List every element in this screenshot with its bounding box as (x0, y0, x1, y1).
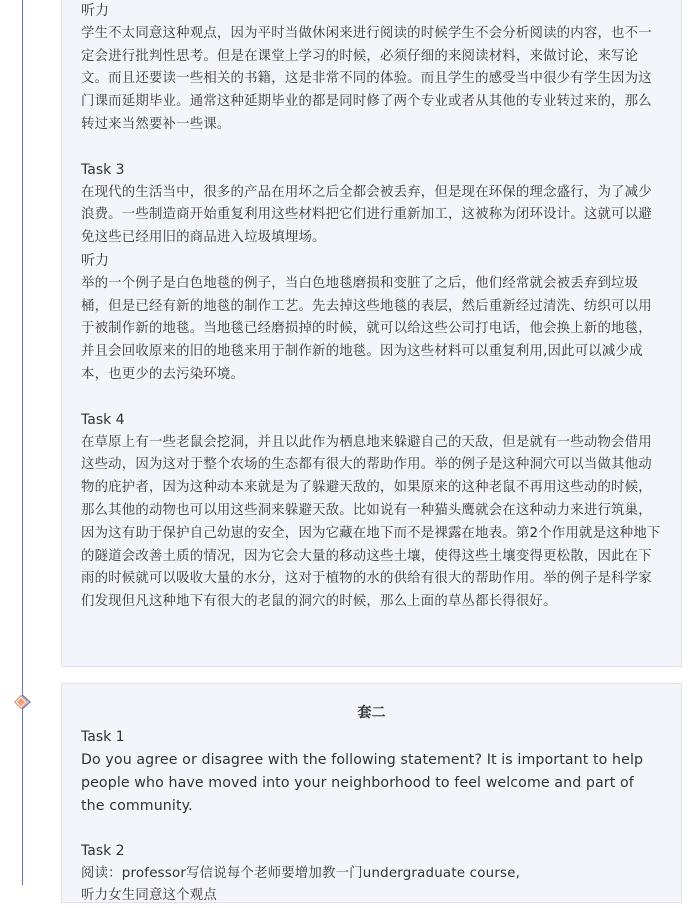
listen-label-1: 听力 (81, 3, 109, 19)
task3-reading-text: 在现代的生活当中，很多的产品在用坏之后全都会被丢弃，但是现在环保的理念盛行，为了减少浪费。一些制造商开始重复利用这些材料把它们进行重新加工，这被称为闭环设计。这就可以避免这些已经用旧的商品进入垃圾填埋场。 (81, 184, 652, 246)
task4-title: Task 4 (81, 411, 125, 428)
task2-listening-summary: 听力女生同意这个观点 (81, 888, 217, 904)
section-title: 套二 (357, 705, 386, 721)
task1-title: Task 1 (81, 729, 125, 745)
listen-label-3: 听力 (81, 252, 109, 269)
task2-reading-text: 阅读：professor写信说每个老师要增加教一门undergraduate course, (81, 865, 521, 881)
task2-listening-text: 学生不太同意这种观点，因为平时当做休闲来进行阅读的时候学生不会分析阅读的内容，也不一定会进行批判性思考。但是在课堂上学习的时候，必须仔细的来阅读材料，来做讨论，来写论文。而且还要读一些相关的书籍，这是非常不同的体验。而且学生的感受当中很少有学生因为这门课而延期毕业。通常这种延期毕业的都是同时修了两个专业或者从其他的专业转过来的，那么转过来当然要补一些课。 (81, 25, 652, 132)
timeline-line (22, 0, 23, 885)
task2-title: Task 2 (81, 842, 125, 859)
content-card-set-1 (61, 0, 682, 667)
task3-listening-text: 举的一个例子是白色地毯的例子，当白色地毯磨损和变脏了之后，他们经常就会被丢弃到垃圾桶，但是已经有新的地毯的制作工艺。先去掉这些地毯的表层，然后重新经过清洗、纺织可以用于被制作新的地毯。当地毯已经磨损掉的时候，就可以给这些公司打电话，他会换上新的地毯，并且会回收原来的旧的地毯来用于制作新的地毯。因为这些材料可以重复利用,因此可以减少成本，也更少的去污染环境。 (81, 275, 652, 382)
task4-text: 在草原上有一些老鼠会挖洞，并且以此作为栖息地来躲避自己的天敌，但是就有一些动物会借用这些动，因为这对于整个农场的生态都有很大的帮助作用。举的例子是这种洞穴可以当做其他动物的庇护者，因为这种动本来就是为了躲避天敌的，如果原来的这种老鼠不再用这些动的时候，那么其他的动物也可以用这些洞来躲避天敌。比如说有一种猫头鹰就会在这种动力来进行筑巢，因为这有助于保护自己幼崽的安全，因为它藏在地下而不是裸露在地表。第2个作用就是这种地下的隧道会改善土质的情况，因为它会大量的移动这些土壤，使得这些土壤变得更松散，因此在下雨的时候就可以吸收大量的水分，这对于植物的水的供给有很大的帮助作用。举的例子是科学家们发现但凡这种地下有很大的老鼠的洞穴的时候，那么上面的草丛都长得很好。 (81, 434, 661, 610)
content-card-set-2 (61, 683, 682, 903)
task1-text: Do you agree or disagree with the following statement? It is important to help people who have moved into your neighborhood to feel welcome and part of the community. (81, 751, 644, 814)
task3-title: Task 3 (81, 161, 125, 178)
